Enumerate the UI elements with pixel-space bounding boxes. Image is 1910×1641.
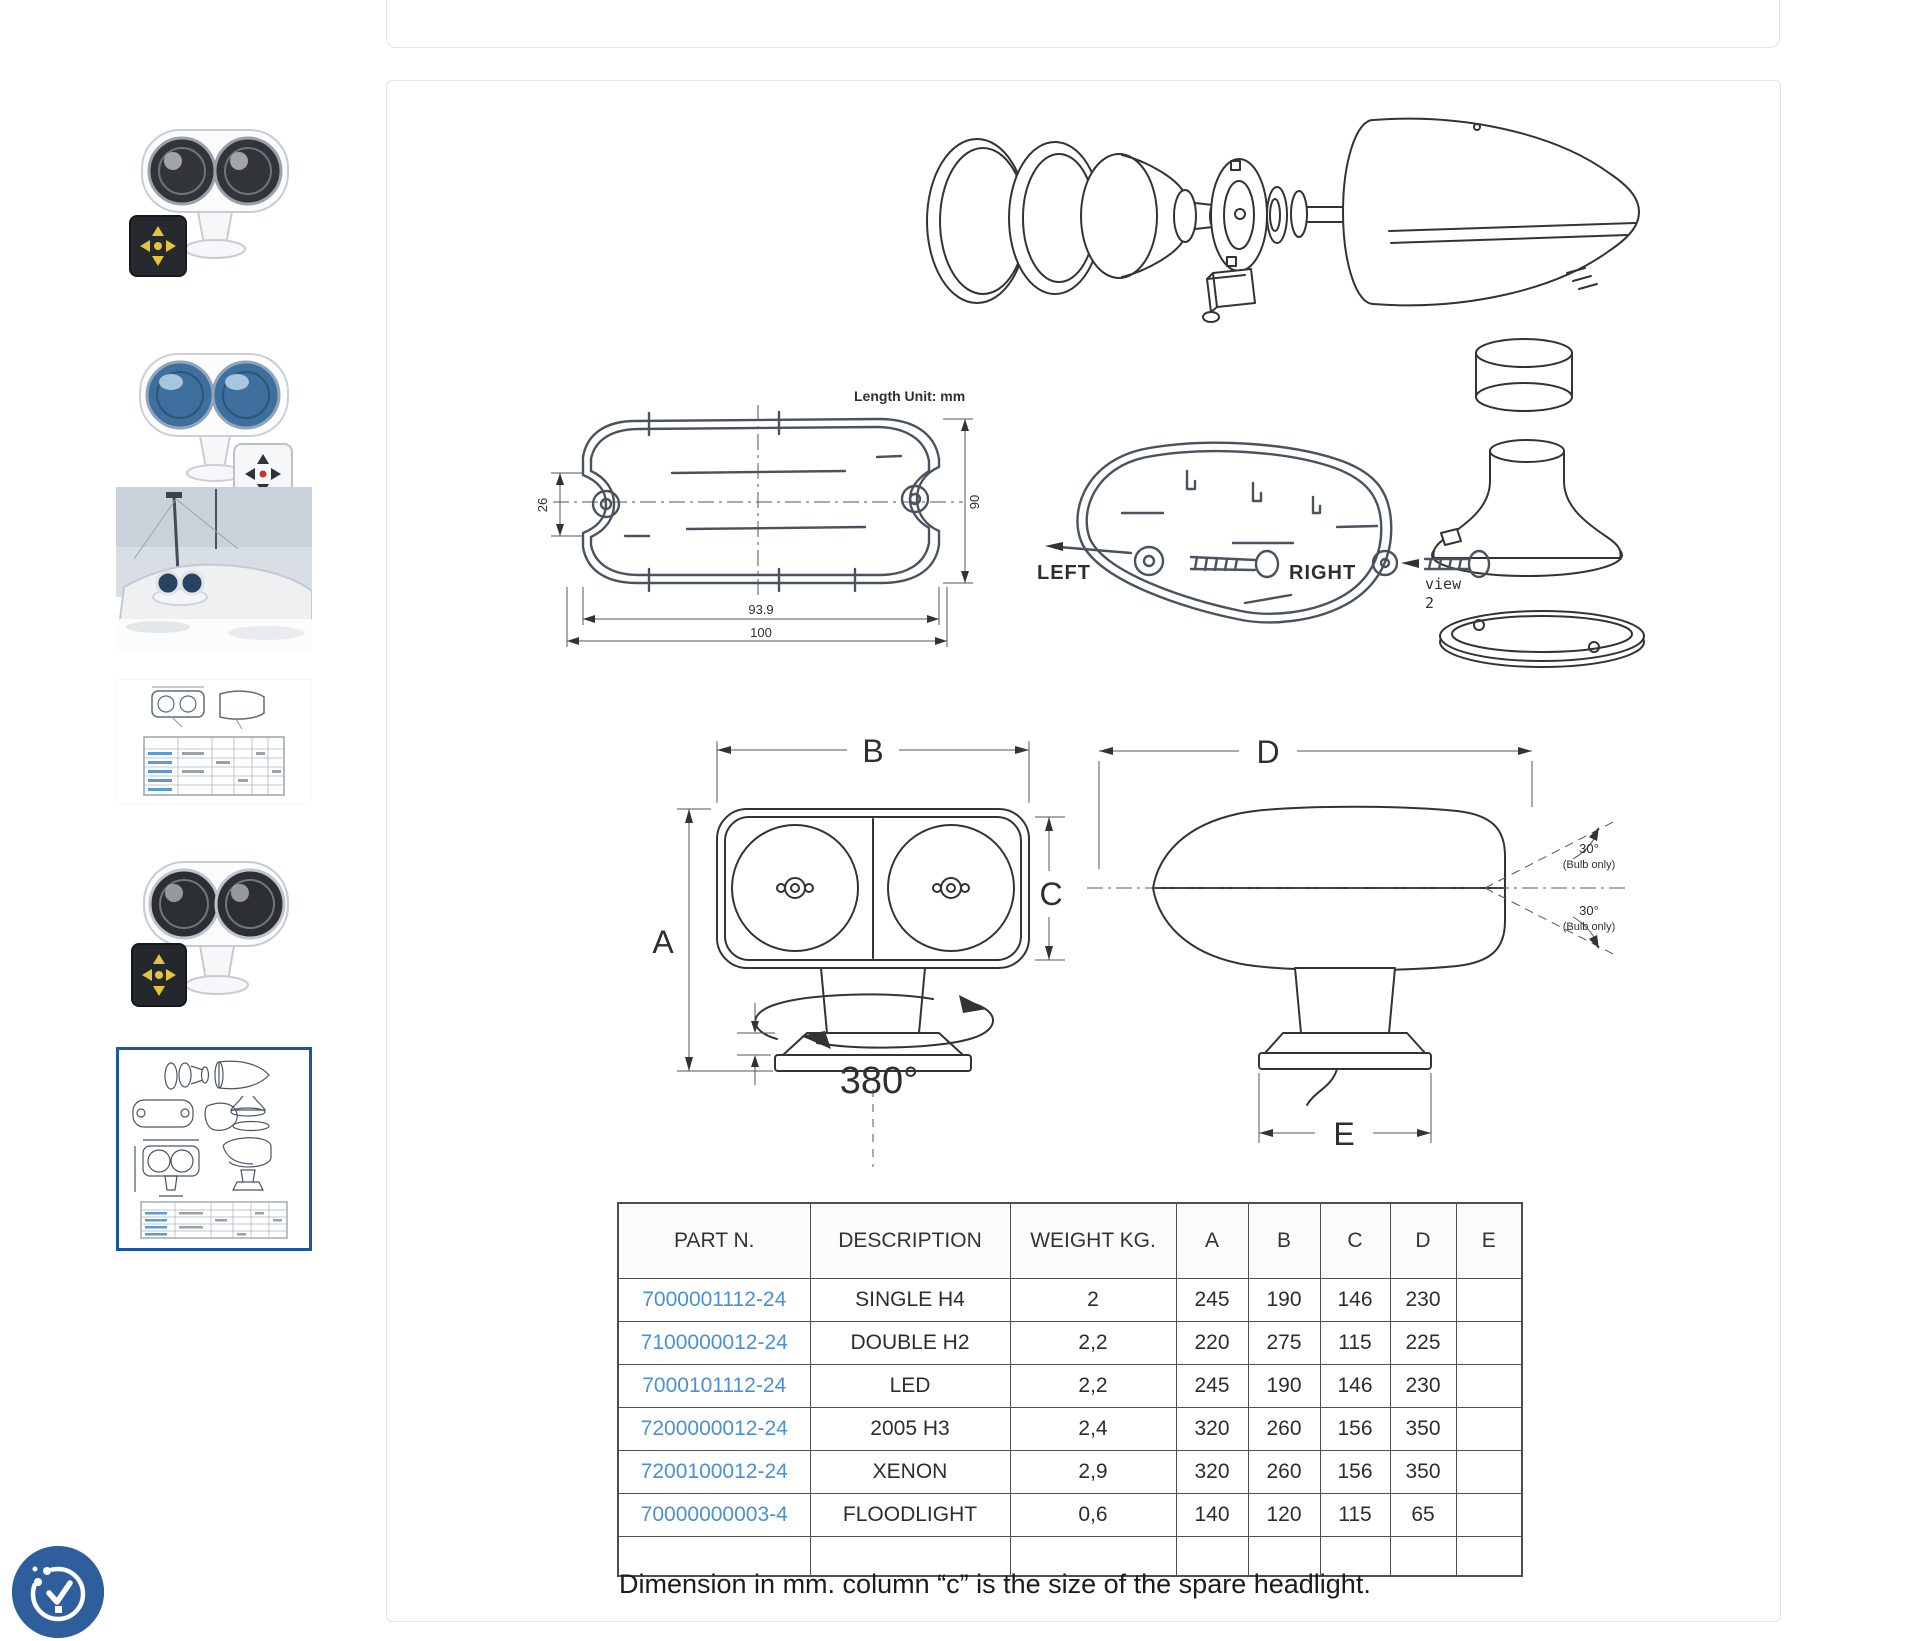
weight-cell: 0,6 — [1010, 1494, 1176, 1537]
weight-cell: 2,2 — [1010, 1322, 1176, 1365]
dim-c-cell: 146 — [1320, 1365, 1390, 1408]
part-number-link[interactable]: 7000001112-24 — [642, 1288, 787, 1311]
technical-drawing-thumb-image — [119, 1050, 309, 1248]
beam-note-lower: (Bulb only) — [1562, 921, 1616, 933]
dimension-caption: Dimension in mm. column “c” is the size of the spare headlight. — [619, 1569, 1371, 1599]
table-header-row — [618, 1203, 1522, 1279]
part-number-link[interactable]: 70000000003-4 — [640, 1503, 788, 1526]
dim-a-cell: 245 — [1176, 1365, 1248, 1408]
description-cell: FLOODLIGHT — [810, 1494, 1010, 1537]
dim-d-cell: 230 — [1390, 1365, 1456, 1408]
col-header-a: A — [1176, 1203, 1248, 1279]
dim-e-cell — [1456, 1279, 1522, 1322]
dim-d-cell: 350 — [1390, 1408, 1456, 1451]
weight-cell: 2,2 — [1010, 1365, 1176, 1408]
cookie-check-icon — [12, 1546, 104, 1638]
dim-e-cell — [1456, 1322, 1522, 1365]
weight-cell: 2,4 — [1010, 1408, 1176, 1451]
dim-c-cell: 115 — [1320, 1494, 1390, 1537]
col-header-e: E — [1456, 1203, 1522, 1279]
dim-b-label: B — [862, 733, 884, 769]
dim-d-cell: 350 — [1390, 1451, 1456, 1494]
left-label: LEFT — [1037, 562, 1091, 584]
description-cell: DOUBLE H2 — [810, 1322, 1010, 1365]
exploded-view-drawing — [927, 119, 1644, 667]
table-row — [618, 1494, 1522, 1537]
dim-a-cell: 245 — [1176, 1279, 1248, 1322]
gasket-dim-90: 90 — [967, 494, 982, 510]
weight-cell: 2,9 — [1010, 1451, 1176, 1494]
table-row — [618, 1365, 1522, 1408]
thumbnail-product-photo-1[interactable] — [116, 92, 312, 288]
col-header-description: DESCRIPTION — [810, 1203, 1010, 1279]
technical-drawing — [387, 81, 1780, 1191]
table-row — [618, 1322, 1522, 1365]
view-number-label: 2 — [1425, 594, 1435, 612]
dim-a-cell: 140 — [1176, 1494, 1248, 1537]
dim-c-cell: 156 — [1320, 1451, 1390, 1494]
dim-a-cell: 220 — [1176, 1322, 1248, 1365]
product-photo-blue-image — [116, 318, 312, 514]
table-row — [618, 1451, 1522, 1494]
dim-d-label: D — [1256, 734, 1280, 770]
col-header-part: PART N. — [618, 1203, 810, 1279]
product-image-panel[interactable] — [386, 80, 1781, 1622]
part-number-link[interactable]: 7000101112-24 — [642, 1374, 787, 1397]
gasket-dim-93-9: 93.9 — [748, 602, 774, 617]
dim-a-cell: 320 — [1176, 1408, 1248, 1451]
dim-c-cell: 146 — [1320, 1279, 1390, 1322]
dim-e-cell — [1456, 1494, 1522, 1537]
col-header-b: B — [1248, 1203, 1320, 1279]
description-cell: LED — [810, 1365, 1010, 1408]
dim-b-cell: 190 — [1248, 1279, 1320, 1322]
weight-cell: 2 — [1010, 1279, 1176, 1322]
previous-section-card — [386, 0, 1780, 48]
dim-e-cell — [1456, 1451, 1522, 1494]
description-cell: SINGLE H4 — [810, 1279, 1010, 1322]
rotation-label: 380° — [839, 1060, 919, 1102]
dim-e-cell — [1456, 1365, 1522, 1408]
table-row — [618, 1279, 1522, 1322]
part-number-link[interactable]: 7100000012-24 — [640, 1331, 788, 1354]
thumbnail-boat-photo[interactable] — [116, 487, 312, 651]
part-number-link[interactable]: 7200000012-24 — [640, 1417, 788, 1440]
cookie-settings-button[interactable] — [12, 1546, 104, 1638]
description-cell: XENON — [810, 1451, 1010, 1494]
beam-angle-lower: 30° — [1579, 903, 1599, 918]
thumbnail-product-photo-2[interactable] — [116, 826, 312, 1022]
dim-e-cell — [1456, 1408, 1522, 1451]
length-unit-label: Length Unit: mm — [854, 388, 966, 404]
dim-b-cell: 260 — [1248, 1451, 1320, 1494]
beam-angle-upper: 30° — [1579, 841, 1599, 856]
dim-c-label: C — [1039, 876, 1063, 912]
product-photo-1-image — [116, 92, 312, 288]
col-header-weight: WEIGHT KG. — [1010, 1203, 1176, 1279]
side-dimension-view — [1087, 734, 1627, 1152]
dim-b-cell: 120 — [1248, 1494, 1320, 1537]
dim-c-cell: 156 — [1320, 1408, 1390, 1451]
col-header-d: D — [1390, 1203, 1456, 1279]
dim-d-cell: 65 — [1390, 1494, 1456, 1537]
boat-photo-image — [116, 487, 312, 651]
dim-b-cell: 190 — [1248, 1365, 1320, 1408]
dim-d-cell: 225 — [1390, 1322, 1456, 1365]
dim-d-cell: 230 — [1390, 1279, 1456, 1322]
gasket-top-view — [535, 405, 982, 647]
dim-e-label: E — [1333, 1116, 1355, 1152]
thumbnail-technical-drawing-selected[interactable] — [116, 1047, 312, 1251]
thumbnail-spec-sheet[interactable] — [116, 679, 312, 805]
gasket-dim-26: 26 — [535, 497, 550, 513]
product-photo-2-image — [116, 826, 312, 1022]
dim-a-label: A — [652, 924, 674, 960]
thumbnail-product-photo-blue[interactable] — [116, 318, 312, 514]
right-label: RIGHT — [1289, 562, 1357, 584]
dim-a-cell: 320 — [1176, 1451, 1248, 1494]
gasket-dim-100: 100 — [750, 625, 772, 640]
col-header-c: C — [1320, 1203, 1390, 1279]
dim-b-cell: 260 — [1248, 1408, 1320, 1451]
housing-back-view — [1037, 443, 1489, 623]
table-row — [618, 1408, 1522, 1451]
dim-c-cell: 115 — [1320, 1322, 1390, 1365]
spec-table — [617, 1202, 1523, 1577]
view-label: view — [1425, 575, 1462, 593]
description-cell: 2005 H3 — [810, 1408, 1010, 1451]
front-dimension-view — [652, 733, 1065, 1167]
spec-sheet-image — [116, 679, 312, 805]
dim-b-cell: 275 — [1248, 1322, 1320, 1365]
beam-note-upper: (Bulb only) — [1562, 859, 1616, 871]
part-number-link[interactable]: 7200100012-24 — [640, 1460, 788, 1483]
